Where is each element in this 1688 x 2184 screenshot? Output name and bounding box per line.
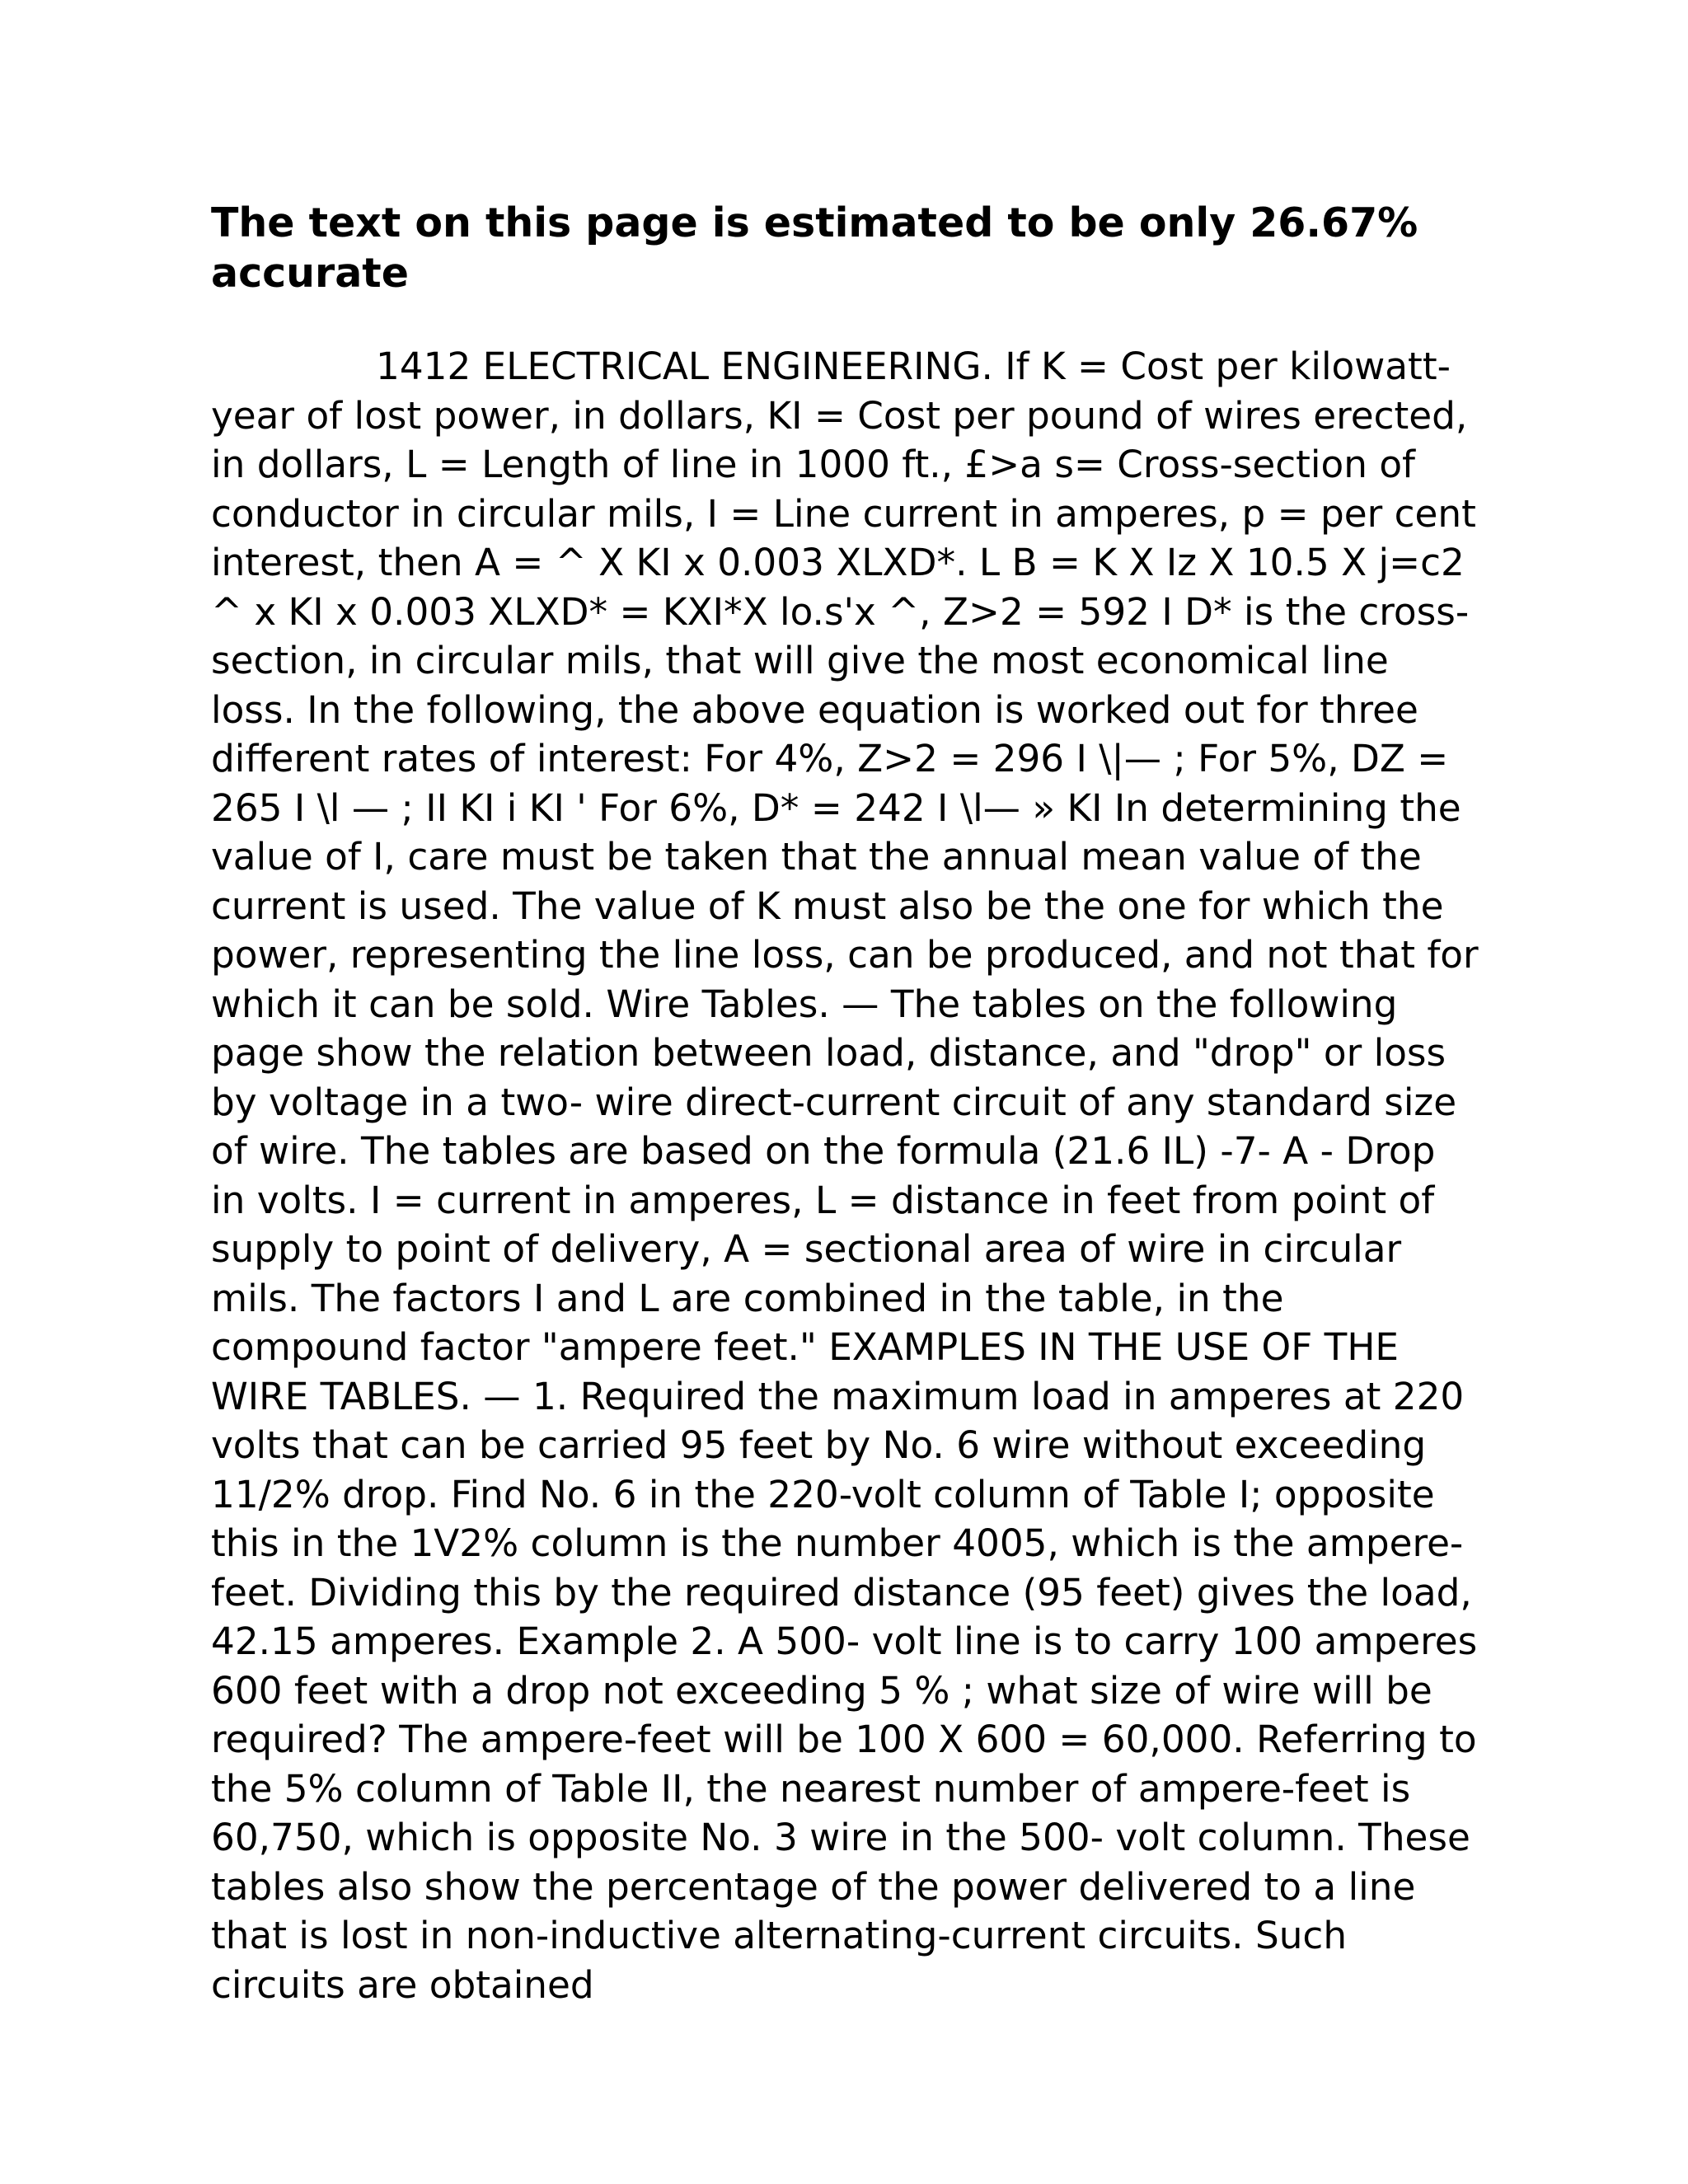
document-page [211, 198, 1480, 2009]
ocr-accuracy-heading: The text on this page is estimated to be only 26.67% accurate [211, 199, 1418, 297]
ocr-body-text: 1412 ELECTRICAL ENGINEERING. If K = Cost per kilowatt-year of lost power, in dollars, KI = Cost per pound of wires erected, in dollars, L = Length of line in 1000 ft., £>a s= Cross-section of conductor in circular mils, I = Line current in amperes, p = per cent interest, then A = ^ X KI x 0.003 XLXD*. L B = K X Iz X 10.5 X j=c2 ^ x KI x 0.003 XLXD* = KXI*X lo.s'x ^, Z>2 = 592 I D* is the cross-section, in circular mils, that will give the most economical line loss. In the following, the above equation is worked out for three different rates of interest: For 4%, Z>2 = 296 I \|— ; For 5%, DZ = 265 I \l — ; II KI i KI ' For 6%, D* = 242 I \l— » KI In determining the value of I, care must be taken that the annual mean value of the current is used. The value of K must also be the one for which the power, representing the line loss, can be produced, and not that for which it can be sold. Wire Tables. — The tables on the following page show the relation between load, distance, and "drop" or loss by voltage in a two- wire direct-current circuit of any standard size of wire. The tables are based on the formula (21.6 IL) -7- A - Drop in volts. I = current in amperes, L = distance in feet from point of supply to point of delivery, A = sectional area of wire in circular mils. The factors I and L are combined in the table, in the compound factor "ampere feet." EXAMPLES IN THE USE OF THE WIRE TABLES. — 1. Required the maximum load in amperes at 220 volts that can be carried 95 feet by No. 6 wire without exceeding 11/2% drop. Find No. 6 in the 220-volt column of Table I; opposite this in the 1V2% column is the number 4005, which is the ampere-feet. Dividing this by the required distance (95 feet) gives the load, 42.15 amperes. Example 2. A 500- volt line is to carry 100 amperes 600 feet with a drop not exceeding 5 % ; what size of wire will be required? The ampere-feet will be 100 X 600 = 60,000. Referring to the 5% column of Table II, the nearest number of ampere-feet is 60,750, which is opposite No. 3 wire in the 500- volt column. These tables also show the percentage of the power delivered to a line that is lost in non-inductive alternating-current circuits. Such circuits are obtained [211, 344, 1479, 2007]
